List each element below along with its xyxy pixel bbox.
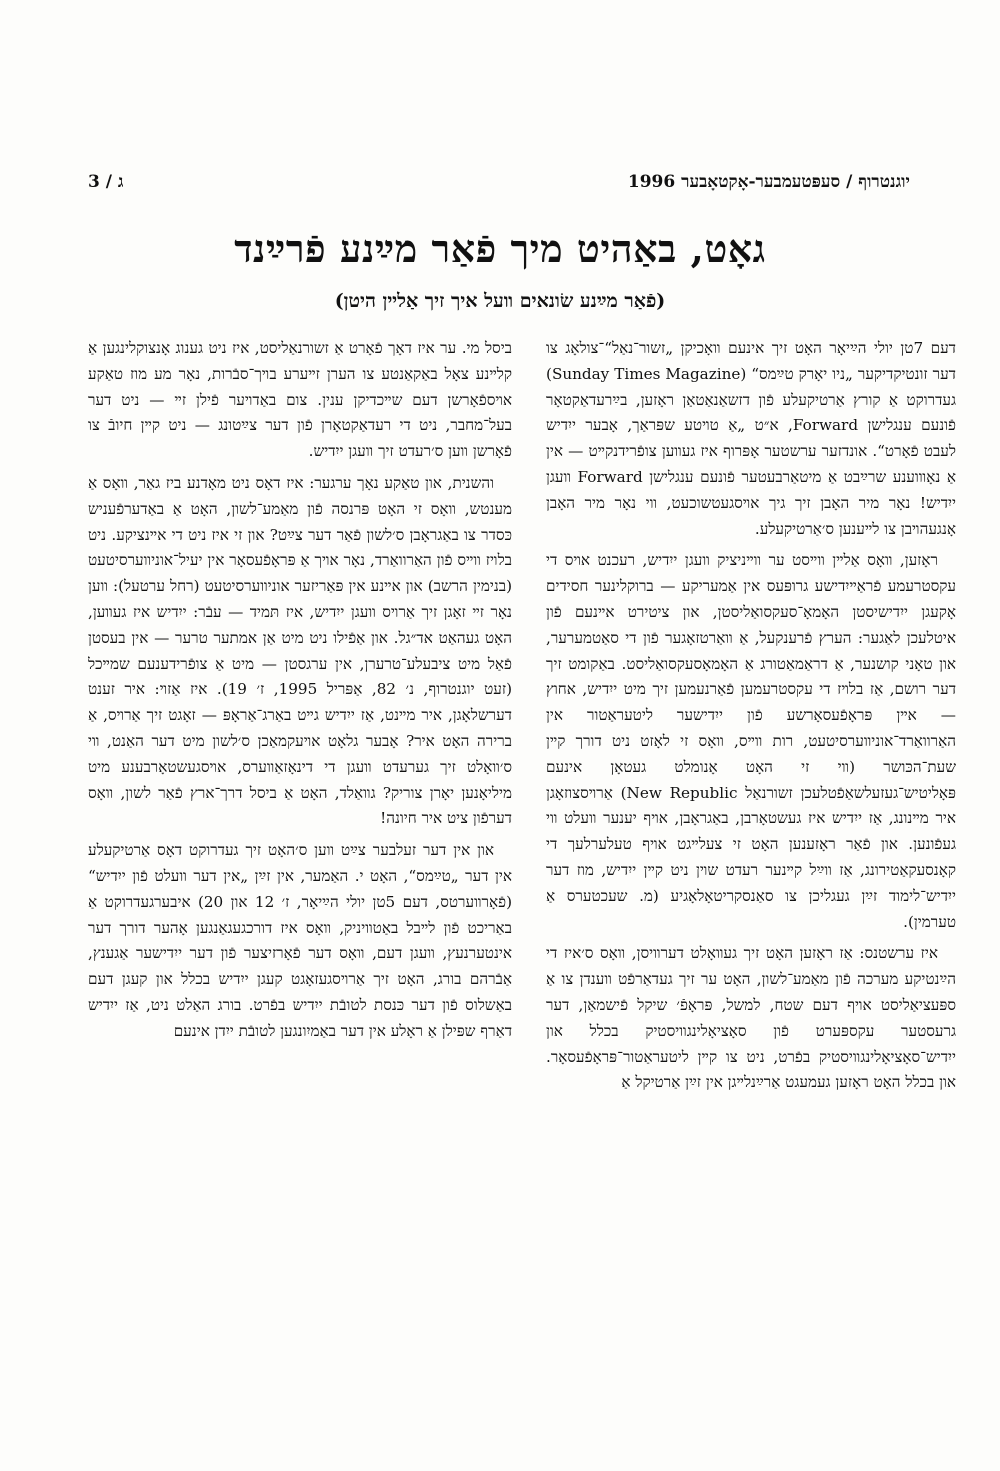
paragraph: און אין דער זעלבער צײַט װען ס׳האָט זיך געדרוקט דאָס אַרטיקעלע אין דער „טײַמס“, האָט י. האַמער, אין זײַן „אין דער װעלט פֿון ייִדיש“ (פֿאָרװערטס, דעם 5טן יולי הײַיאָר, ז׳ 12 און 20) איבערגעדרוקט אַ באַריכט פֿון לײבל באַטװיניק, װאָס איז דורכגעגאַנגען אָהער דורך דער אינטערנעץ, װעגן דעם, װאָס דער פֿאָרזיצער פֿון דער ייִדישער אַגענץ, אַבֿרהם בורג, האָט זיך אַרױסגעזאָגט קעגן ייִדיש בכלל און קעגן דעם באַשלוס פֿון דער כּנסת לטובֿת ייִדיש בפֿרט. בורג האַלט ניט, אַז ייִדיש דאַרף שפּילן אַ ראָלע אין דער באַמיִונגען לטובֿת ייִדן אינעם [88,841,512,1040]
right-column [546,336,956,1316]
paragraph: ראָזען, װאָס אַלײן װײסט ער װײניציק װעגן ייִדיש, רעכנט אױס די עקסטרעמע פֿראַײיִדישע גרופּעס אין אַמעריקע — ברוקלינער חסידים אָקעגן ייִדישיסטן האָמאָ־סעקסואַליסטן, און ציטירט אײנעם פֿון איטלעכן לאַגער: הערץ פֿרענקעל, אַ װאַרטזאָגער פֿון די סאַטמערער, און טאָני קושנער, אַ דראַמאַטורג אַ האָמאָסעקסואַליסט. באַקומט זיך דער רושם, אַז בלױז די עקסטרעמען פֿאַרנעמען זיך מיט ייִדיש, אחוץ — אײן פּראָפֿעסאָרשע פֿון ייִדישער ליטעראַטור אין האַרוואַרד־אוניװערסיטעט, רות װײס, װאָס זי לאָזט ניט דורך קײן שעת־הכּושר (װי זי האָט אָנומלט געטאָן אינעם פּאָליטיש־געזעלשאַפֿטלעכן זשורנאַל New Republic) אַרױסצוזאָגן איר מײנונג, אַז ייִדיש איז געשטאָרבן, באַגראָבן, אױף יענער װעלט װי געפֿונען. און פֿאַר ראָזענען האָט זי צעלײגט אױף טעלערלעך די קאָנסעקאַטירונג, אַז װײַל קײנער רעדט שױן ניט קײן ייִדיש, מוז דער ייִדיש־לימוד זײַן געגליכן צו סאַנסקריטאָלאָגיע (מ. שעכטערס אַ טערמין). [546,551,956,931]
page-number: ג / 3 [88,172,124,192]
article-subtitle: (פֿאַר מײַנע שׂונאים װעל איך זיך אַלײן היטן) [334,290,666,312]
journal-issue-line: יוגנטרוף / סעפּטעמבער-אָקטאָבער 1996 [627,172,910,192]
running-head [88,172,910,198]
left-column [88,336,512,1316]
paragraph: והשנית, און טאַקע נאָך ערגער: איז דאָס ניט מאָדנע ביז גאַר, װאָס אַ מענטש, װאָס זי האָט פּרנסה פֿון מאַמע־לשון, האָט אַ באַדערפֿעניש כּסדר צו באַגראָבן ס׳לשון פֿאַר דער צײַט? און זי איז ניט די אײנציקע. ניט בלױז װײס פֿון האַרוואַרד, נאָר אױך אַ פּראָפֿעסאָר אין יעיל־אוניװערסיטעט (בנימין הרשב) און אײנע אין פּאַריזער אוניװערסיטעט (רחל ערטעל): װען נאָר זײ זאָגן זיך אַרױס װעגן ייִדיש, איז תּמיד — עבֿר: ייִדיש איז געװען, האָט געהאַט אד״גל. און אַפֿילו ניט מיט אַן אמתער טרער — אין בעסטן פֿאַל מיט ציבעלע־טרערן, אין ערגסטן — מיט אַ צופֿרידענעם שמײכל (זעט יוגנטרוף, נ׳ 82, אַפּריל 1995, ז׳ 19). איז אַזױ: איר זענט דערשלאָגן, איר מײנט, אַז ייִדיש גײט באַרג־אַראָפּ — זאָגט זיך אַרױס, אַ ברירה האָט איר? אָבער גלאָט אױעקמאַכן ס׳לשון מיט דער האַנט, װי ס׳װאָלט זיך גערעדט װעגן די דינאָזאַװערס, אױסגעשטאָרבענע מיט מיליאָנען יאָרן צוריק? גװאַלד, האָט אַ ביסל דרך־ארץ פֿאַר לשון, װאָס דערפֿון ציט איר חיונה! [88,473,512,828]
paragraph: איז ערשטנס: אַז ראָזען האָט זיך געװאָלט דערװיסן, װאָס ס׳איז די הײַנטיקע מערכה פֿון מאַמע־לשון, האָט ער זיך געדאַרפֿט װענדן צו אַ ספּעציאַליסט אױף דעם שטח, למשל, פּראָפֿ׳ שיקל פֿישמאַן, דער גרעסטער עקספּערט פֿון סאָציאָלינגװיסטיק בכלל און ייִדיש־סאָציאָלינגװיסטיק בפֿרט, ניט צו קײן ליטעראַטור־פּראָפֿעסאָר. און בכלל האָט ראָזען געמעגט אַרײַנלײגן אין זײַן אַרטיקל אַ [546,944,956,1092]
paragraph: ביסל מי. ער איז דאָך פֿאָרט אַ זשורנאַליסט, איז ניט גענוג אָנצוקלינגען אַ קלײנע צאָל באַקאַנטע צו הערן זײערע בױך־סבֿרות, נאָר מע מוז טאַקע אױספֿאָרשן דעם שײכדיקן ענין. צום באַדױער פֿילן זײ — ניט דער בעל־מחבר, ניט די רעדאַקטאָרן פֿון דער צײַטונג — ניט קײן חיובֿ צו פֿאָרשן װען ס׳רעדט זיך װעגן ייִדיש. [88,339,512,461]
article-title: גאָט, באַהיט מיך פֿאַר מײַנע פֿרײַנד [234,226,766,271]
paragraph: דעם 7טן יולי הײַיאָר האָט זיך אינעם װאָכיקן „זשור־נאַל“־צולאָג צו דער זונטיקדיקער „ניו יאָרק טײַמס“ (Sunday Times Magazine) געדרוקט אַ קורץ אַרטיקעלע פֿון דזשאַנאַטאַן ראָזען, בײַרעדאַקטאָר פֿונעם ענגלישן Forward, א״ט „אַ טױטע שפּראַך, אָבער ייִדיש לעבט פֿאָרט“. אונדזער ערשטער אָפּרוף איז געװען צופֿרידנקײט — אין אַ נאָװוענע שרײַבט אַ מיטאַרבעטער פֿונעם ענגלישן Forward װעגן ייִדיש! נאָר מיר האָבן זיך גיך אױסגעטשוכעט, װי נאָר מיר האָבן אָנגעהױבן צו לײענען ס׳אַרטיקעלע. [546,339,956,538]
